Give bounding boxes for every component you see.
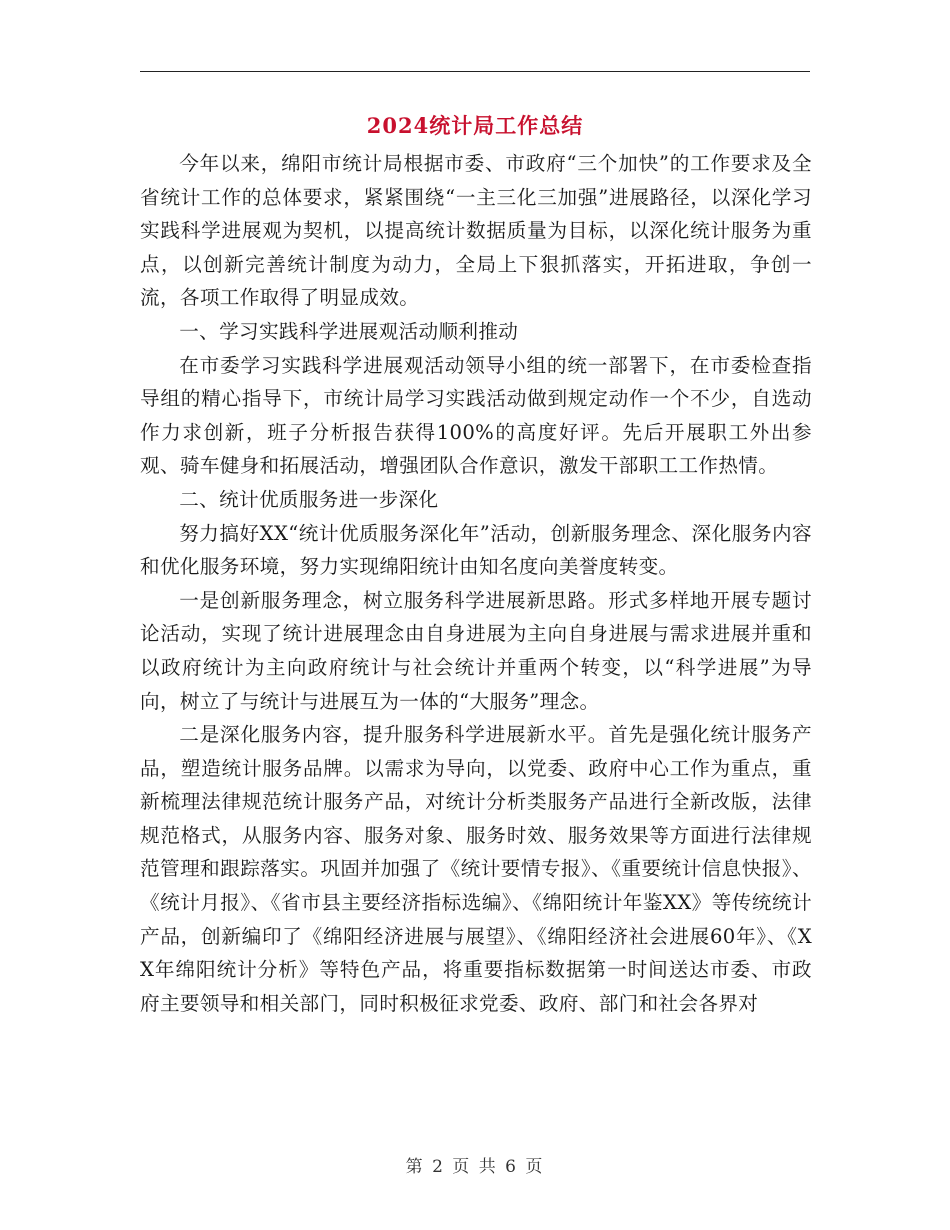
section-2-paragraph-1: 努力搞好XX“统计优质服务深化年”活动，创新服务理念、深化服务内容和优化服务环境，努力实现绵阳统计由知名度向美誉度转变。 (140, 521, 812, 579)
section-2-paragraph-2: 一是创新服务理念，树立服务科学进展新思路。形式多样地开展专题讨论活动，实现了统计进展理念由自身进展为主向自身进展与需求进展并重和以政府统计为主向政府统计与社会统计并重两个转变，以“科学进展”为导向，树立了与统计与进展互为一体的“大服务”理念。 (140, 588, 812, 713)
section-1-paragraph: 在市委学习实践科学进展观活动领导小组的统一部署下，在市委检查指导组的精心指导下，市统计局学习实践活动做到规定动作一个不少，自选动作力求创新，班子分析报告获得100%的高度好评。先后开展职工外出参观、骑车健身和拓展活动，增强团队合作意识，激发干部职工工作热情。 (140, 353, 812, 478)
page-number-footer: 第 2 页 共 6 页 (405, 1157, 545, 1177)
header-rule (140, 71, 810, 72)
section-heading-1: 一、学习实践科学进展观活动顺利推动 (179, 319, 519, 343)
section-2-paragraph-3: 二是深化服务内容，提升服务科学进展新水平。首先是强化统计服务产品，塑造统计服务品牌。以需求为导向，以党委、政府中心工作为重点，重新梳理法律规范统计服务产品，对统计分析类服务产品进行全新改版，法律规范格式，从服务内容、服务对象、服务时效、服务效果等方面进行法律规范管理和跟踪落实。巩固并加强了《统计要情专报》、《重要统计信息快报》、《统计月报》、《省市县主要经济指标选编》、《绵阳统计年鉴XX》等传统统计产品，创新编印了《绵阳经济进展与展望》、《绵阳经济社会进展60年》、《XX年绵阳统计分析》等特色产品，将重要指标数据第一时间送达市委、市政府主要领导和相关部门，同时积极征求党委、政府、部门和社会各界对 (140, 723, 812, 1015)
intro-paragraph: 今年以来，绵阳市统计局根据市委、市政府“三个加快”的工作要求及全省统计工作的总体要求，紧紧围绕“一主三化三加强”进展路径，以深化学习实践科学进展观为契机，以提高统计数据质量为目标，以深化统计服务为重点，以创新完善统计制度为动力，全局上下狠抓落实，开拓进取，争创一流，各项工作取得了明显成效。 (140, 152, 812, 310)
section-heading-2: 二、统计优质服务进一步深化 (179, 487, 439, 511)
document-title: 2024统计局工作总结 (366, 113, 584, 138)
document-body (140, 147, 812, 1020)
